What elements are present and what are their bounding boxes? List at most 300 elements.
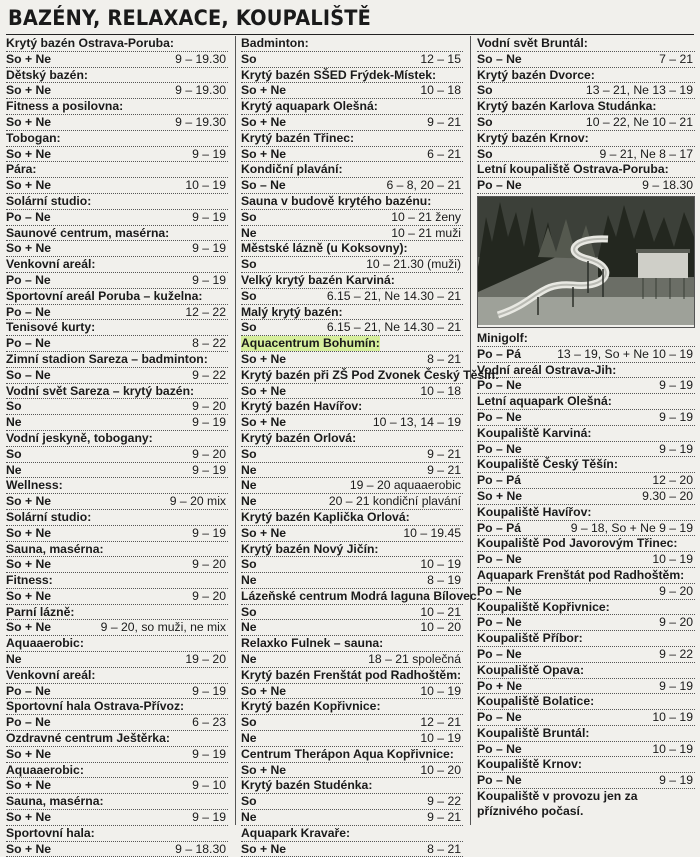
venue-heading-sportovni-areal-poruba-kuzelna <box>6 289 228 305</box>
days-label: So <box>477 83 493 98</box>
venue-name: Minigolf: <box>477 330 528 345</box>
schedule-row <box>477 442 695 458</box>
page-title: BAZÉNY, RELAXACE, KOUPALIŠTĚ <box>8 6 372 30</box>
schedule-row <box>6 52 228 68</box>
days-label: Po – Pá <box>477 346 522 361</box>
column-divider <box>235 36 236 825</box>
opening-hours: 10 – 19 <box>652 552 693 567</box>
venue-name: Krytý bazén Kaplička Orlová: <box>241 509 410 524</box>
venue-heading-vodni-jeskyne-tobogany <box>6 431 228 447</box>
opening-hours: 10 – 21.30 (muži) <box>366 257 461 272</box>
opening-hours: 9 – 19 <box>659 441 693 456</box>
days-label: So + Ne <box>6 114 52 129</box>
venue-heading-kryty-bazen-dvorce <box>477 68 695 84</box>
venue-heading-kryty-bazen-krnov <box>477 131 695 147</box>
schedule-row <box>241 226 463 242</box>
schedule-row <box>477 115 695 131</box>
venue-heading-kryty-bazen-studenka <box>241 778 463 794</box>
venue-heading-kryty-bazen-kaplicka-orlova <box>241 510 463 526</box>
venue-name: Badminton: <box>241 36 309 50</box>
days-label: Ne <box>241 652 257 667</box>
days-label: So <box>241 320 257 335</box>
opening-hours: 9 – 20 <box>192 557 226 572</box>
schedule-row <box>241 289 463 305</box>
days-label: So <box>241 446 257 461</box>
opening-hours: 9 – 22 <box>192 367 226 382</box>
venue-name: Krytý bazén Kopřivnice: <box>241 699 381 714</box>
venue-name: Venkovní areál: <box>6 667 96 682</box>
schedule-row <box>477 147 695 163</box>
title-rule <box>6 34 694 35</box>
venue-name: Vodní jeskyně, tobogany: <box>6 430 153 445</box>
days-label: So <box>241 557 257 572</box>
days-label: So + Ne <box>477 488 523 503</box>
opening-hours: 8 – 21 <box>427 351 461 366</box>
venue-name: Krytý bazén Frenštát pod Radhoštěm: <box>241 667 462 682</box>
venue-name: Vodní svět Sareza – krytý bazén: <box>6 383 195 398</box>
opening-hours: 9 – 19.30 <box>175 114 226 129</box>
opening-hours: 9 – 19 <box>659 409 693 424</box>
days-label: So – Ne <box>6 367 51 382</box>
days-label: Po – Ne <box>477 615 522 630</box>
days-label: So + Ne <box>6 588 52 603</box>
venue-name: Krytý aquapark Olešná: <box>241 99 378 114</box>
venue-name: Koupaliště Havířov: <box>477 504 592 519</box>
venue-name: Aquaaerobic: <box>6 636 84 651</box>
venue-heading-kryty-bazen-koprivnice <box>241 699 463 715</box>
opening-hours: 9 – 19 <box>659 773 693 788</box>
opening-hours: 9 – 22 <box>427 794 461 809</box>
venue-name: Aquaaerobic: <box>6 762 84 777</box>
days-label: So + Ne <box>6 146 52 161</box>
venue-heading-wellness <box>6 478 228 494</box>
schedule-row <box>6 715 228 731</box>
days-label: Po – Ne <box>6 683 51 698</box>
opening-hours: 9.30 – 20 <box>642 488 693 503</box>
days-label: So + Ne <box>6 178 52 193</box>
days-label: Ne <box>6 652 22 667</box>
venue-name: Krytý bazén SŠED Frýdek-Místek: <box>241 67 437 82</box>
days-label: So <box>241 288 257 303</box>
venue-name: Lázeňské centrum Modrá laguna Bílovec: <box>241 588 481 603</box>
schedule-row <box>477 584 695 600</box>
days-label: Po – Ne <box>6 304 51 319</box>
opening-hours: 12 – 20 <box>652 473 693 488</box>
venue-name: Tenisové kurty: <box>6 320 96 335</box>
schedule-row <box>6 463 228 479</box>
venue-heading-koupaliste-opava <box>477 663 695 679</box>
schedule-row <box>241 794 463 810</box>
venue-name: Solární studio: <box>6 509 92 524</box>
venue-heading-kryty-bazen-novy-jicin <box>241 542 463 558</box>
schedule-row <box>241 763 463 779</box>
days-label: So + Ne <box>241 114 287 129</box>
opening-hours: 19 – 20 <box>185 652 226 667</box>
opening-hours: 9 – 18.30 <box>175 841 226 856</box>
schedule-row <box>6 447 228 463</box>
venue-name: Krytý bazén Krnov: <box>477 130 589 145</box>
days-label: Po – Ne <box>6 209 51 224</box>
opening-hours: 18 – 21 společná <box>368 652 461 667</box>
opening-hours: 9 – 19 <box>192 683 226 698</box>
schedule-row <box>6 368 228 384</box>
schedule-row <box>6 83 228 99</box>
schedule-row <box>241 384 463 400</box>
venue-name: Koupaliště Bolatice: <box>477 694 595 709</box>
schedule-row <box>6 241 228 257</box>
schedule-row <box>241 210 463 226</box>
venue-heading-kryty-bazen-frenstat-pod-radhostem <box>241 668 463 684</box>
venue-name: Aquapark Frenštát pod Radhoštěm: <box>477 567 685 582</box>
opening-hours: 10 – 19 <box>652 710 693 725</box>
days-label: Po – Ne <box>477 646 522 661</box>
days-label: Po – Ne <box>477 710 522 725</box>
days-label: So + Ne <box>6 620 52 635</box>
days-label: Po + Ne <box>477 678 523 693</box>
days-label: Po – Ne <box>477 583 522 598</box>
venue-name: Zimní stadion Sareza – badminton: <box>6 351 208 366</box>
schedule-row <box>6 415 228 431</box>
venue-name: Koupaliště Karviná: <box>477 425 592 440</box>
venue-name: Letní koupaliště Ostrava-Poruba: <box>477 162 669 177</box>
waterslide-illustration <box>478 197 694 325</box>
days-label: So <box>6 399 22 414</box>
schedule-row <box>477 521 695 537</box>
days-label: Po – Ne <box>6 272 51 287</box>
days-label: So <box>241 604 257 619</box>
schedule-row <box>241 731 463 747</box>
schedule-row <box>6 526 228 542</box>
venue-heading-maly-kryty-bazen <box>241 305 463 321</box>
schedule-row <box>241 715 463 731</box>
venue-name: Ozdravné centrum Ještěrka: <box>6 731 170 746</box>
opening-hours: 10 – 19 <box>420 731 461 746</box>
opening-hours: 13 – 19, So + Ne 10 – 19 <box>557 346 693 361</box>
venue-name: Krytý bazén při ZŠ Pod Zvonek Český Těšín: <box>241 367 500 382</box>
venue-heading-sportovni-hala-ostrava-privoz <box>6 699 228 715</box>
schedule-row <box>241 842 463 857</box>
schedule-row <box>6 557 228 573</box>
days-label: Po – Ne <box>6 715 51 730</box>
days-label: So <box>477 114 493 129</box>
days-label: So + Ne <box>241 525 287 540</box>
days-label: Po – Ne <box>477 552 522 567</box>
schedule-row <box>6 589 228 605</box>
days-label: So <box>241 715 257 730</box>
days-label: So – Ne <box>477 51 522 66</box>
schedule-row <box>241 494 463 510</box>
venue-name: Centrum Therápon Aqua Kopřivnice: <box>241 746 454 761</box>
opening-hours: 6 – 21 <box>427 146 461 161</box>
days-label: Ne <box>241 225 257 240</box>
schedule-row <box>241 810 463 826</box>
opening-hours: 10 – 21 <box>420 604 461 619</box>
venue-name: Dětský bazén: <box>6 67 88 82</box>
opening-hours: 8 – 21 <box>427 841 461 856</box>
venue-heading-koupaliste-karvina <box>477 426 695 442</box>
schedule-row <box>241 115 463 131</box>
schedule-row <box>477 615 695 631</box>
opening-hours: 9 – 22 <box>659 646 693 661</box>
venue-heading-fitness <box>6 573 228 589</box>
schedule-row <box>477 552 695 568</box>
days-label: Ne <box>241 462 257 477</box>
schedule-row <box>241 605 463 621</box>
venue-heading-koupaliste-bolatice <box>477 694 695 710</box>
venue-heading-detsky-bazen <box>6 68 228 84</box>
venue-name: Krytý bazén Třinec: <box>241 130 355 145</box>
days-label: So <box>241 794 257 809</box>
days-label: Po – Ne <box>6 336 51 351</box>
opening-hours: 7 – 21 <box>659 51 693 66</box>
opening-hours: 9 – 19 <box>192 272 226 287</box>
venue-name: Velký krytý bazén Karviná: <box>241 272 395 287</box>
opening-hours: 9 – 19 <box>659 378 693 393</box>
schedule-row <box>241 620 463 636</box>
opening-hours: 9 – 19 <box>192 209 226 224</box>
venue-name: Krytý bazén Ostrava-Poruba: <box>6 36 174 50</box>
opening-hours: 9 – 19.30 <box>175 83 226 98</box>
days-label: Po – Ne <box>477 441 522 456</box>
venue-heading-mestske-lazne-u-koksovny <box>241 241 463 257</box>
opening-hours: 10 – 21 ženy <box>391 209 461 224</box>
venue-heading-vodni-areal-ostrava-jih <box>477 363 695 379</box>
days-label: So <box>241 257 257 272</box>
opening-hours: 9 – 20, so muži, ne mix <box>100 620 226 635</box>
opening-hours: 10 – 18 <box>420 383 461 398</box>
venue-name: Krytý bazén Orlová: <box>241 430 357 445</box>
venue-name: Koupaliště Příbor: <box>477 631 583 646</box>
schedule-row <box>477 489 695 505</box>
days-label: So + Ne <box>6 841 52 856</box>
schedule-row <box>477 410 695 426</box>
venue-name: Vodní svět Bruntál: <box>477 36 588 50</box>
opening-hours: 8 – 19 <box>427 573 461 588</box>
venue-heading-para <box>6 162 228 178</box>
days-label: So + Ne <box>241 83 287 98</box>
schedule-row <box>6 494 228 510</box>
schedule-row <box>477 83 695 99</box>
opening-hours: 9 – 20 <box>659 615 693 630</box>
opening-hours: 6.15 – 21, Ne 14.30 – 21 <box>326 288 461 303</box>
opening-hours: 9 – 19 <box>192 415 226 430</box>
schedule-row <box>241 83 463 99</box>
opening-hours: 9 – 18, So + Ne 9 – 19 <box>570 520 693 535</box>
venue-name: Sportovní hala: <box>6 825 95 840</box>
opening-hours: 9 – 21 <box>427 810 461 825</box>
weather-note: Koupaliště v provozu jen za příznivého počasí. <box>477 789 638 819</box>
venue-heading-tobogan <box>6 131 228 147</box>
schedule-row <box>477 742 695 758</box>
venue-name: Krytý bazén Nový Jičín: <box>241 541 379 556</box>
venue-name: Krytý bazén Karlova Studánka: <box>477 99 657 114</box>
venue-name: Vodní areál Ostrava-Jih: <box>477 362 617 377</box>
venue-name: Krytý bazén Dvorce: <box>477 67 595 82</box>
days-label: So + Ne <box>241 351 287 366</box>
opening-hours: 9 – 18.30 <box>642 178 693 193</box>
schedule-row <box>241 447 463 463</box>
days-label: Po – Ne <box>477 409 522 424</box>
schedule-row <box>241 573 463 589</box>
opening-hours: 9 – 19 <box>192 810 226 825</box>
schedule-row <box>6 399 228 415</box>
days-label: So + Ne <box>6 746 52 761</box>
opening-hours: 10 – 19.45 <box>403 525 461 540</box>
venue-heading-kryty-bazen-havirov <box>241 399 463 415</box>
days-label: So – Ne <box>241 178 286 193</box>
venue-heading-kondicni-plavani <box>241 162 463 178</box>
opening-hours: 10 – 21 muži <box>391 225 461 240</box>
days-label: So + Ne <box>6 525 52 540</box>
days-label: Po – Ne <box>477 378 522 393</box>
schedule-row <box>6 273 228 289</box>
venue-name: Aquapark Kravaře: <box>241 825 351 840</box>
venue-name: Tobogan: <box>6 130 61 145</box>
schedule-row <box>6 305 228 321</box>
opening-hours: 13 – 21, Ne 13 – 19 <box>585 83 693 98</box>
schedule-row <box>241 178 463 194</box>
venue-heading-vodni-svet-sareza-kryty-bazen <box>6 384 228 400</box>
venue-heading-sauna-v-budove-kryteho-bazenu <box>241 194 463 210</box>
venue-name: Koupaliště Krnov: <box>477 757 582 772</box>
opening-hours: 6 – 8, 20 – 21 <box>386 178 461 193</box>
schedule-row <box>241 147 463 163</box>
opening-hours: 10 – 19 <box>420 557 461 572</box>
schedule-row <box>241 463 463 479</box>
venue-heading-koupaliste-havirov <box>477 505 695 521</box>
venue-name: Malý krytý bazén: <box>241 304 343 319</box>
opening-hours: 9 – 19 <box>192 462 226 477</box>
days-label: So + Ne <box>241 683 287 698</box>
venue-name: Kondiční plavání: <box>241 162 343 177</box>
venue-heading-koupaliste-cesky-tesin <box>477 457 695 473</box>
schedule-row <box>6 210 228 226</box>
opening-hours: 9 – 19 <box>659 678 693 693</box>
schedule-row <box>241 257 463 273</box>
schedule-row <box>6 620 228 636</box>
venue-heading-badminton <box>241 36 463 52</box>
venue-heading-kryty-bazen-trinec <box>241 131 463 147</box>
schedule-row <box>477 710 695 726</box>
days-label: So <box>241 209 257 224</box>
venue-name: Saunové centrum, masérna: <box>6 225 170 240</box>
days-label: Ne <box>241 573 257 588</box>
venue-name: Sauna, masérna: <box>6 541 104 556</box>
venue-heading-solarni-studio <box>6 194 228 210</box>
days-label: Po – Ne <box>477 773 522 788</box>
venue-name: Sportovní areál Poruba – kuželna: <box>6 288 203 303</box>
days-label: Ne <box>241 731 257 746</box>
days-label: So + Ne <box>6 241 52 256</box>
venue-heading-venkovni-areal <box>6 257 228 273</box>
venue-heading-kryty-bazen-pri-zs-pod-zvonek-cesky-tesin <box>241 367 500 384</box>
venue-heading-kryty-bazen-karlova-studanka <box>477 99 695 115</box>
days-label: So + Ne <box>6 810 52 825</box>
days-label: Ne <box>6 462 22 477</box>
days-label: So + Ne <box>241 383 287 398</box>
venue-name: Krytý bazén Studénka: <box>241 778 373 793</box>
schedule-row <box>477 347 695 363</box>
opening-hours: 10 – 13, 14 – 19 <box>372 415 461 430</box>
opening-hours: 9 – 19 <box>192 746 226 761</box>
schedule-row <box>477 773 695 789</box>
schedule-row <box>477 679 695 695</box>
schedule-row <box>241 352 463 368</box>
schedule-row <box>241 684 463 700</box>
venue-name: Venkovní areál: <box>6 257 96 272</box>
venue-heading-minigolf <box>477 331 695 347</box>
opening-hours: 19 – 20 aquaaerobic <box>349 478 461 493</box>
venue-name: Městské lázně (u Koksovny): <box>241 241 408 256</box>
column-divider <box>470 36 471 825</box>
opening-hours: 9 – 20 <box>659 583 693 598</box>
venue-heading-saunove-centrum-maserna <box>6 226 228 242</box>
opening-hours: 9 – 21 <box>427 462 461 477</box>
opening-hours: 6.15 – 21, Ne 14.30 – 21 <box>326 320 461 335</box>
opening-hours: 9 – 19 <box>192 146 226 161</box>
venue-heading-aquaaerobic <box>6 763 228 779</box>
schedule-row <box>6 684 228 700</box>
opening-hours: 9 – 19 <box>192 525 226 540</box>
opening-hours: 10 – 20 <box>420 620 461 635</box>
opening-hours: 10 – 22, Ne 10 – 21 <box>585 114 693 129</box>
venue-name: Aquacentrum Bohumín: <box>241 336 380 351</box>
opening-hours: 12 – 22 <box>185 304 226 319</box>
venue-name: Fitness: <box>6 573 53 588</box>
days-label: So + Ne <box>6 494 52 509</box>
days-label: Ne <box>241 494 257 509</box>
venue-heading-lazenske-centrum-modra-laguna-bilovec <box>241 588 481 605</box>
opening-hours: 9 – 20 <box>192 446 226 461</box>
schedule-row <box>6 810 228 826</box>
schedule-row <box>477 473 695 489</box>
venue-name: Sportovní hala Ostrava-Přívoz: <box>6 699 185 714</box>
opening-hours: 9 – 10 <box>192 778 226 793</box>
venue-heading-koupaliste-koprivnice <box>477 600 695 616</box>
days-label: So + Ne <box>6 51 52 66</box>
venue-heading-aquacentrum-bohumin <box>241 336 463 352</box>
venue-heading-kryty-bazen-ssed-frydek-mistek <box>241 68 463 84</box>
days-label: Ne <box>241 810 257 825</box>
schedule-row <box>241 526 463 542</box>
days-label: So + Ne <box>241 762 287 777</box>
days-label: So + Ne <box>241 841 287 856</box>
opening-hours: 12 – 21 <box>420 715 461 730</box>
opening-hours: 10 – 19 <box>652 741 693 756</box>
venue-heading-koupaliste-bruntal <box>477 726 695 742</box>
schedule-row <box>477 378 695 394</box>
opening-hours: 9 – 20 mix <box>169 494 226 509</box>
venue-name: Koupaliště Opava: <box>477 662 585 677</box>
venue-heading-sportovni-hala <box>6 826 228 842</box>
days-label: Po – Ne <box>477 178 522 193</box>
days-label: So + Ne <box>241 146 287 161</box>
schedule-row <box>6 747 228 763</box>
opening-hours: 9 – 19.30 <box>175 51 226 66</box>
venue-name: Letní aquapark Olešná: <box>477 394 612 409</box>
opening-hours: 9 – 20 <box>192 588 226 603</box>
venue-heading-sauna-maserna <box>6 794 228 810</box>
waterslide-photo <box>477 196 695 328</box>
venue-heading-kryty-aquapark-olesna <box>241 99 463 115</box>
schedule-row <box>477 647 695 663</box>
schedule-row <box>477 178 695 194</box>
days-label: So <box>241 51 257 66</box>
days-label: So + Ne <box>6 778 52 793</box>
venue-heading-vodni-svet-bruntal <box>477 36 695 52</box>
opening-hours: 8 – 22 <box>192 336 226 351</box>
listing-column-3 <box>477 36 695 819</box>
